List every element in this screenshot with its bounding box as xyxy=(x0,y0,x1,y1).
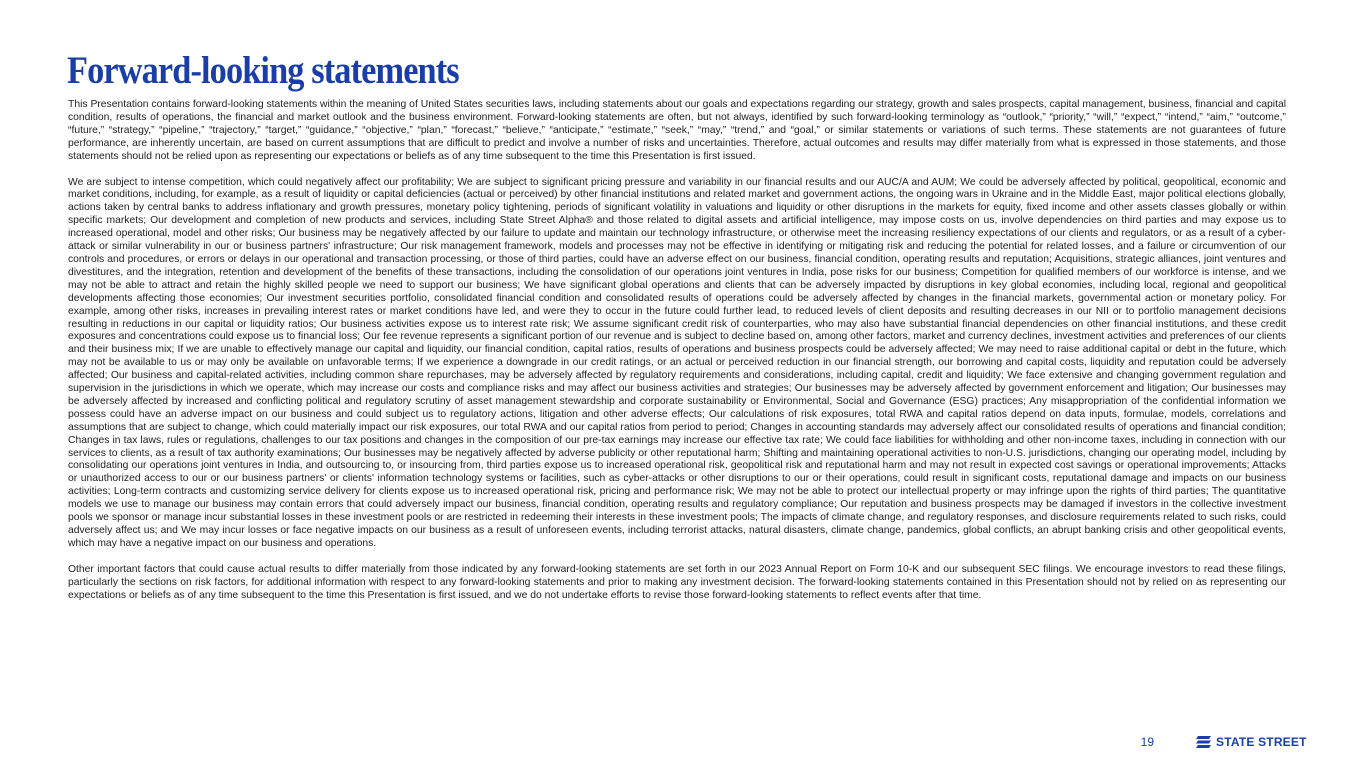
risk-factors-paragraph: We are subject to intense competition, which could negatively affect our profitability; We are subject to significant pricing pressure and variability in our financial results and our AUC/A and AUM; We could be adversely affected by political, geopolitical, economic and market conditions, including, for example, as a result of liquidity or capital deficiencies (actual or perceived) by other financial institutions and related market and government actions, the ongoing wars in Ukraine and in the Middle East, major political elections globally, actions taken by central banks to address inflationary and growth pressures, monetary policy tightening, periods of significant volatility in valuations and liquidity or other disruptions in the markets for equity, fixed income and other assets classes globally or within specific markets; Our development and completion of new products and services, including State Street Alpha® and those related to digital assets and artificial intelligence, may impose costs on us, involve dependencies on third parties and may expose us to increased operational, model and other risks; Our business may be negatively affected by our failure to update and maintain our technology infrastructure, or otherwise meet the increasing resiliency expectations of our clients and regulators, or as a result of a cyber-attack or similar vulnerability in our or business partners' infrastructure; Our risk management framework, models and processes may not be effective in identifying or mitigating risk and reducing the potential for related losses, and a failure or circumvention of our controls and procedures, or errors or delays in our operational and transaction processing, or those of third parties, could have an adverse effect on our business, financial condition, operating results and reputation; Acquisitions, strategic alliances, joint ventures and divestitures, and the integration, retention and development of the benefits of these transactions, including the consolidation of our operations joint ventures in India, pose risks for our business; Competition for qualified members of our workforce is intense, and we may not be able to attract and retain the highly skilled people we need to support our business; We have significant global operations and clients that can be adversely impacted by disruptions in key global economies, including local, regional and geopolitical developments affecting those economies; Our investment securities portfolio, consolidated financial condition and consolidated results of operations could be adversely affected by changes in the financial markets, governmental action or monetary policy. For example, among other risks, increases in prevailing interest rates or market conditions have led, and were they to occur in the future could further lead, to reduced levels of client deposits and resulting decreases in our NII or to portfolio management decisions resulting in reductions in our capital or liquidity ratios; Our business activities expose us to interest rate risk; We assume significant credit risk of counterparties, who may also have substantial financial dependencies on other financial institutions, and these credit exposures and concentrations could expose us to financial loss; Our fee revenue represents a significant portion of our revenue and is subject to decline based on, among other factors, market and currency declines, investment activities and preferences of our clients and their business mix; If we are unable to effectively manage our capital and liquidity, our financial condition, capital ratios, results of operations and business prospects could be adversely affected; We may need to raise additional capital or debt in the future, which may not be available to us or may only be available on unfavorable terms; If we experience a downgrade in our credit ratings, or an actual or perceived reduction in our financial strength, our borrowing and capital costs, liquidity and reputation could be adversely affected; Our business and capital-related activities, including common share repurchases, may be adversely affected by regulatory requirements and considerations, including capital, credit and liquidity; We face extensive and changing government regulation and supervision in the jurisdictions in which we operate, which may increase our costs and compliance risks and may affect our business activities and strategies; Our businesses may be adversely affected by government enforcement and litigation; Our businesses may be adversely affected by increased and conflicting political and regulatory scrutiny of asset management stewardship and corporate sustainability or Environmental, Social and Governance (ESG) practices; Any misappropriation of the confidential information we possess could have an adverse impact on our business and could subject us to regulatory actions, litigation and other adverse effects; Our calculations of risk exposures, total RWA and capital ratios depend on data inputs, formulae, models, correlations and assumptions that are subject to change, which could materially impact our risk exposures, our total RWA and our capital ratios from period to period; Changes in accounting standards may adversely affect our consolidated results of operations and financial condition; Changes in tax laws, rules or regulations, challenges to our tax positions and changes in the composition of our pre-tax earnings may increase our effective tax rate; We could face liabilities for withholding and other non-income taxes, including in connection with our services to clients, as a result of tax authority examinations; Our businesses may be negatively affected by adverse publicity or other reputational harm; Shifting and maintaining operational activities to non-U.S. jurisdictions, changing our operating model, including by consolidating our operations joint ventures in India, and outsourcing to, or insourcing from, third parties expose us to increased operational risk, geopolitical risk and reputational harm and may not result in expected cost savings or operational improvements; Attacks or unauthorized access to our or our business partners' or clients' information technology systems or facilities, such as cyber-attacks or other disruptions to our or their operations, could result in significant costs, reputational damage and impacts on our business activities; Long-term contracts and customizing service delivery for clients expose us to increased operational risk, pricing and performance risk; We may not be able to protect our intellectual property or may infringe upon the rights of third parties; The quantitative models we use to manage our business may contain errors that could adversely impact our business, financial condition, operating results and regulatory compliance; Our reputation and business prospects may be damaged if investors in the collective investment pools we sponsor or manage incur substantial losses in these investment pools or are restricted in redeeming their interests in these investment pools; The impacts of climate change, and regulatory responses, and disclosure requirements related to such risks, could adversely affect us; and We may incur losses or face negative impacts on our business as a result of unforeseen events, including terrorist attacks, natural disasters, climate change, pandemics, global conflicts, an abrupt banking crisis and other geopolitical events, which may have a negative impact on our business and operations. xyxy=(68,176,1286,549)
state-street-logo xyxy=(1195,734,1307,750)
other-factors-paragraph: Other important factors that could cause actual results to differ materially from those indicated by any forward-looking statements are set forth in our 2023 Annual Report on Form 10-K and our subsequent SEC filings. We encourage investors to read these filings, particularly the sections on risk factors, for additional information with respect to any forward-looking statements and prior to making any investment decision. The forward-looking statements contained in this Presentation should not by relied on as representing our expectations or beliefs as of any time subsequent to the time this Presentation is first issued, and we do not undertake efforts to revise those forward-looking statements to reflect events after that time. xyxy=(68,563,1286,601)
state-street-logo-icon xyxy=(1195,734,1212,750)
page-title: Forward-looking statements xyxy=(67,49,459,92)
intro-paragraph: This Presentation contains forward-looking statements within the meaning of United States securities laws, including statements about our goals and expectations regarding our strategy, growth and sales prospects, capital management, business, financial and capital condition, results of operations, the financial and market outlook and the business environment. Forward-looking statements are often, but not always, identified by such forward-looking terminology as “outlook,” “priority,” “will,” “expect,” “intend,” “aim,” “outcome,” “future,” “strategy,” “pipeline,” “trajectory,” “target,” “guidance,” “objective,” “plan,” “forecast,” “believe,” “anticipate,” “estimate,” “seek,” “may,” “trend,” and “goal,” or similar statements or variations of such terms. These statements are not guarantees of future performance, are inherently uncertain, are based on current assumptions that are difficult to predict and involve a number of risks and uncertainties. Therefore, actual outcomes and results may differ materially from what is expressed in those statements, and those statements should not be relied upon as representing our expectations or beliefs as of any time subsequent to the time this Presentation is first issued. xyxy=(68,99,1286,162)
logo-wordmark: STATE STREET xyxy=(1216,735,1307,749)
page-number: 19 xyxy=(1140,735,1154,749)
disclaimer-body xyxy=(68,99,1286,616)
